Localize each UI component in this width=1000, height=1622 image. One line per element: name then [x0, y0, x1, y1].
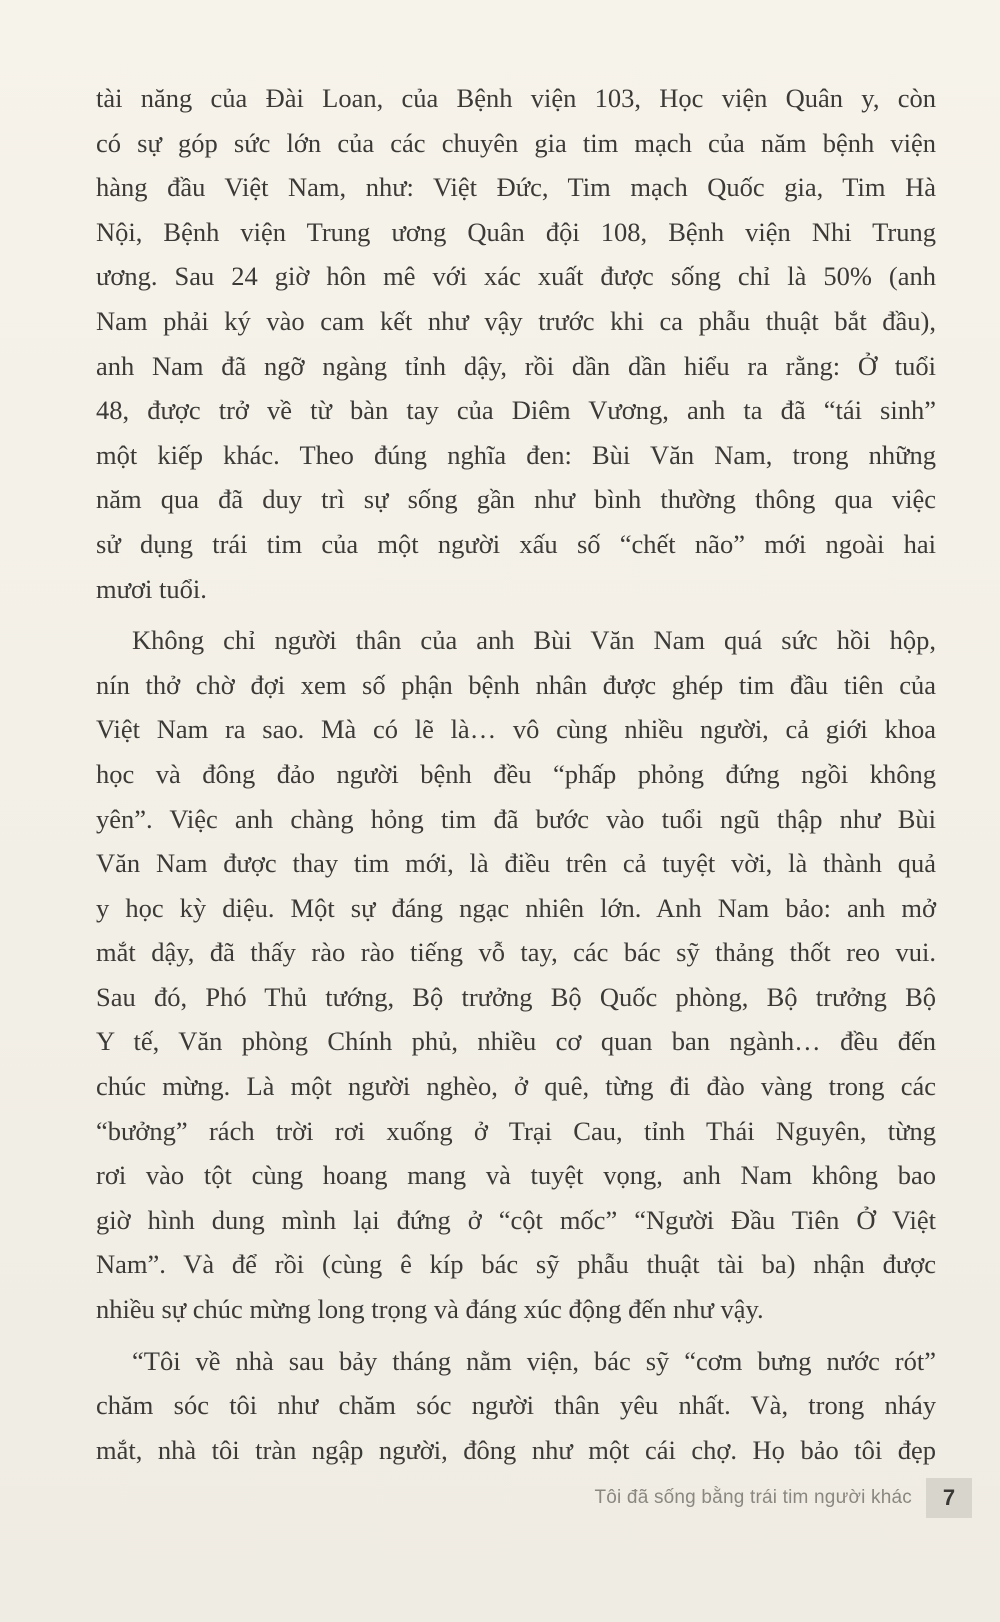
text-line: “Tôi về nhà sau bảy tháng nằm viện, bác sỹ “cơm bưng nước rót” [132, 1345, 936, 1376]
paragraph-2 [96, 618, 936, 1332]
text-line: sử dụng trái tim của một người xấu số “chết não” mới ngoài hai [96, 528, 936, 559]
text-line: yên”. Việc anh chàng hỏng tim đã bước vào tuổi ngũ thập như Bùi [96, 803, 936, 834]
text-line: ương. Sau 24 giờ hôn mê với xác xuất được sống chỉ là 50% (anh [96, 261, 936, 292]
text-line: mắt dậy, đã thấy rào rào tiếng vỗ tay, các bác sỹ thảng thốt reo vui. [96, 937, 936, 968]
text-line: học và đông đảo người bệnh đều “phấp phỏng đứng ngồi không [96, 758, 936, 789]
text-line: năm qua đã duy trì sự sống gần như bình thường thông qua việc [96, 484, 936, 515]
text-line: nhiều sự chúc mừng long trọng và đáng xúc động đến như vậy. [96, 1294, 764, 1325]
text-line: tài năng của Đài Loan, của Bệnh viện 103, Học viện Quân y, còn [96, 83, 936, 113]
text-line: Văn Nam được thay tim mới, là điều trên cả tuyệt vời, là thành quả [96, 848, 936, 879]
page-number: 7 [926, 1478, 972, 1518]
text-line: một kiếp khác. Theo đúng nghĩa đen: Bùi Văn Nam, trong những [96, 439, 936, 470]
text-line: giờ hình dung mình lại đứng ở “cột mốc” “Người Đầu Tiên Ở Việt [96, 1204, 936, 1235]
page-footer [594, 1480, 972, 1516]
text-line: rơi vào tột cùng hoang mang và tuyệt vọng, anh Nam không bao [96, 1160, 936, 1191]
text-line: Việt Nam ra sao. Mà có lẽ là… vô cùng nhiều người, cả giới khoa [96, 714, 936, 745]
text-line: Nam”. Và để rồi (cùng ê kíp bác sỹ phẫu thuật tài ba) nhận được [96, 1249, 936, 1280]
text-line: chúc mừng. Là một người nghèo, ở quê, từng đi đào vàng trong các [96, 1071, 936, 1102]
paragraph-1 [96, 76, 936, 611]
text-line: có sự góp sức lớn của các chuyên gia tim mạch của năm bệnh viện [96, 127, 936, 158]
text-line: y học kỳ diệu. Một sự đáng ngạc nhiên lớn. Anh Nam bảo: anh mở [96, 892, 936, 923]
text-line: chăm sóc tôi như chăm sóc người thân yêu nhất. Và, trong nháy [96, 1390, 936, 1421]
text-line: Sau đó, Phó Thủ tướng, Bộ trưởng Bộ Quốc phòng, Bộ trưởng Bộ [96, 981, 936, 1012]
text-line: Nam phải ký vào cam kết như vậy trước khi ca phẫu thuật bắt đầu), [96, 305, 936, 336]
text-line: mươi tuổi. [96, 573, 207, 604]
paragraph-3 [96, 1339, 936, 1473]
text-line: Y tế, Văn phòng Chính phủ, nhiều cơ quan ban ngành… đều đến [96, 1026, 936, 1057]
text-line: “bưởng” rách trời rơi xuống ở Trại Cau, tỉnh Thái Nguyên, từng [96, 1115, 936, 1146]
text-line: Không chỉ người thân của anh Bùi Văn Nam quá sức hồi hộp, [132, 625, 936, 656]
text-line: anh Nam đã ngỡ ngàng tỉnh dậy, rồi dần dần hiểu ra rằng: Ở tuổi [96, 350, 936, 381]
text-line: 48, được trở về từ bàn tay của Diêm Vương, anh ta đã “tái sinh” [96, 395, 936, 426]
running-footer-title: Tôi đã sống bằng trái tim người khác [594, 1487, 912, 1508]
text-line: hàng đầu Việt Nam, như: Việt Đức, Tim mạch Quốc gia, Tim Hà [96, 172, 936, 203]
body-text [96, 76, 936, 1472]
text-line: nín thở chờ đợi xem số phận bệnh nhân được ghép tim đầu tiên của [96, 669, 936, 700]
text-line: Nội, Bệnh viện Trung ương Quân đội 108, Bệnh viện Nhi Trung [96, 216, 936, 247]
text-line: mắt, nhà tôi tràn ngập người, đông như một cái chợ. Họ bảo tôi đẹp [96, 1434, 936, 1465]
